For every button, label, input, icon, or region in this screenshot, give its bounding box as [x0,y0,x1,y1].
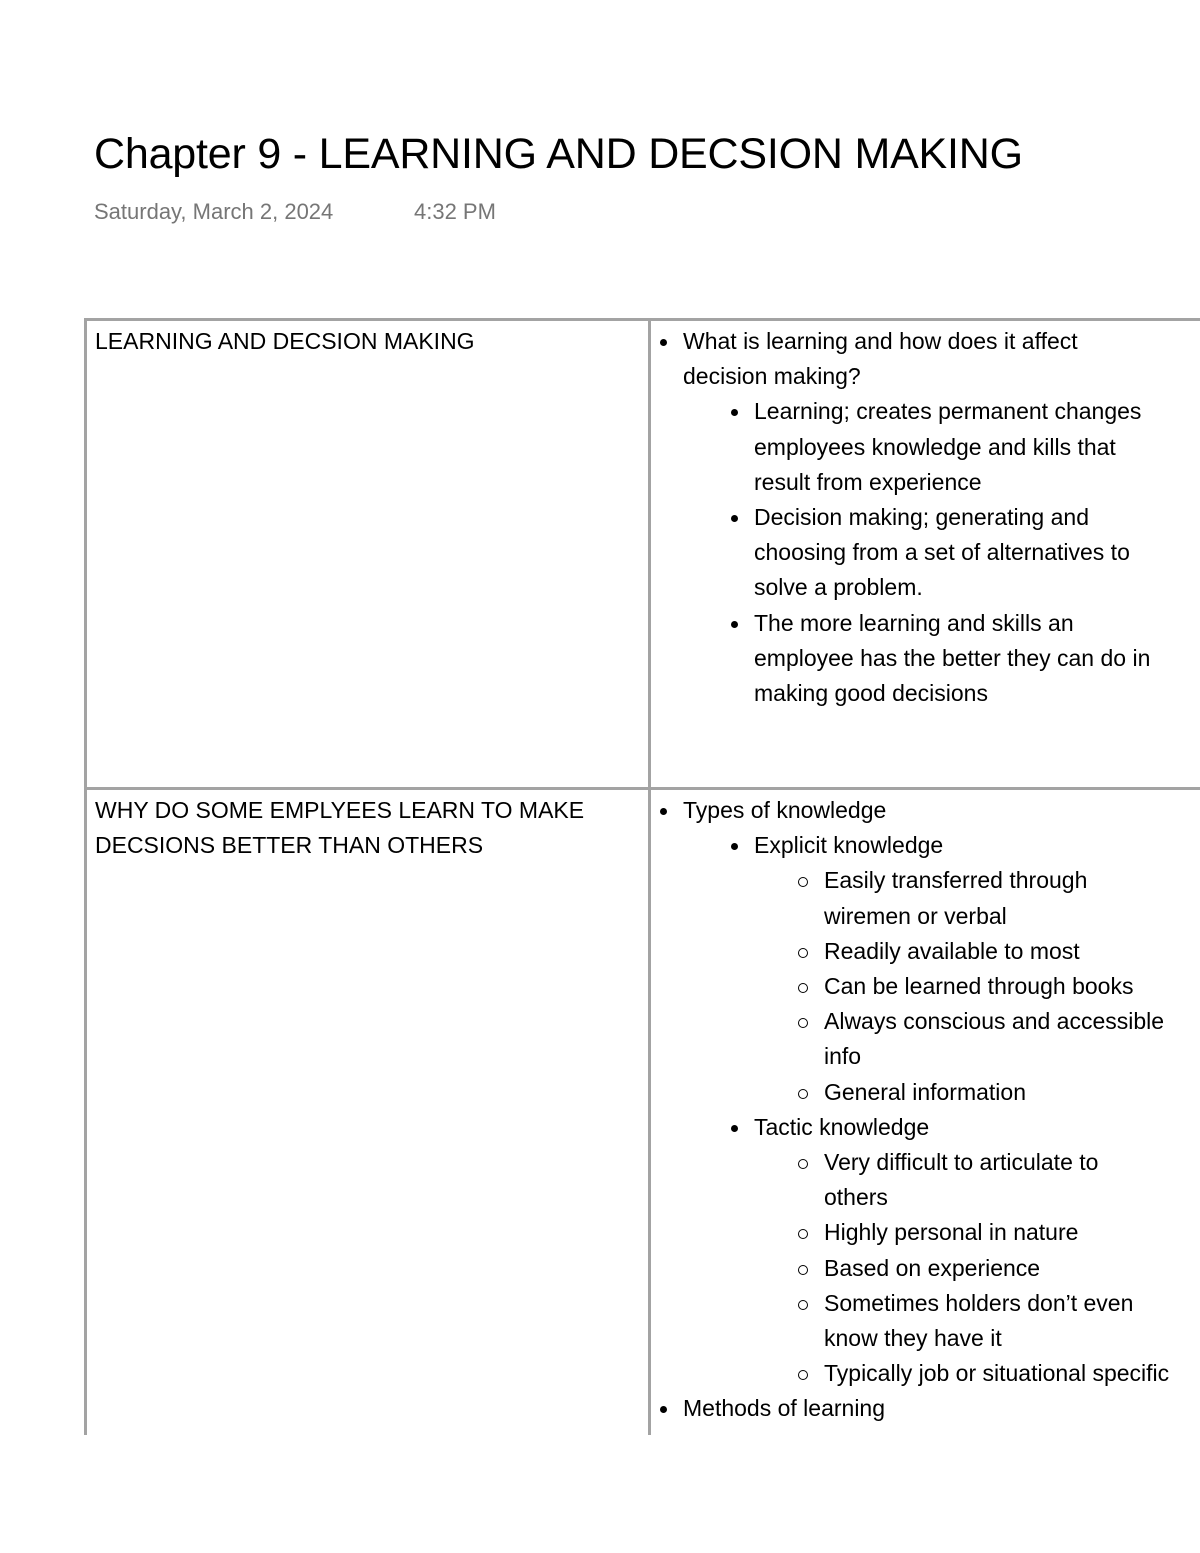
bullet-icon [731,515,738,522]
hollow-bullet-icon [798,948,808,958]
hollow-bullet-icon [798,1159,808,1169]
bullet-icon [660,339,667,346]
bullet-icon [731,621,738,628]
bullet-text-level-1: Types of knowledge [683,797,887,823]
hollow-bullet-icon [798,1265,808,1275]
notes-table [84,318,1200,1435]
bullet-icon [731,409,738,416]
bullet-text-level-2: making good decisions [754,680,988,706]
bullet-text-level-2: choosing from a set of alternatives to [754,539,1130,566]
hollow-bullet-icon [798,1018,808,1028]
row-heading-line: DECSIONS BETTER THAN OTHERS [95,832,484,859]
page-time: 4:32 PM [414,199,496,224]
hollow-bullet-icon [798,983,808,993]
bullet-text-level-2: employees knowledge and kills that [754,433,1116,460]
bullet-text-level-3: know they have it [824,1325,1002,1351]
bullet-text-level-3: Sometimes holders don’t even [824,1289,1134,1316]
bullet-icon [660,808,667,815]
bullet-text-level-2: result from experience [754,468,982,495]
bullet-text-level-3: Highly personal in nature [824,1219,1079,1246]
bullet-text-level-3: wiremen or verbal [824,902,1007,929]
bullet-icon [731,843,738,850]
bullet-text-level-2: Explicit knowledge [754,832,944,859]
table-row [84,787,1200,1435]
bullet-text-level-2: Decision making; generating and [754,504,1089,530]
hollow-bullet-icon [798,1300,808,1310]
hollow-bullet-icon [798,1229,808,1239]
bullet-text-level-3: Can be learned through books [824,973,1134,999]
bullet-text-level-3: Based on experience [824,1254,1041,1281]
bullet-text-level-1: What is learning and how does it affect [683,328,1078,354]
table-row [84,318,1200,787]
bullet-text-level-3: Easily transferred through [824,867,1088,894]
bullet-text-level-2: Tactic knowledge [754,1113,930,1140]
bullet-text-level-3: Very difficult to articulate to [824,1149,1099,1175]
page-title: Chapter 9 - LEARNING AND DECSION MAKING [94,130,1023,178]
bullet-text-level-3: Readily available to most [824,937,1080,964]
bullet-icon [660,1406,667,1413]
bullet-text-level-3: General information [824,1078,1026,1105]
hollow-bullet-icon [798,1370,808,1380]
page-date: Saturday, March 2, 2024 [94,199,334,224]
bullet-text-level-3: Typically job or situational specific [824,1360,1170,1387]
bullet-text-level-3: Always conscious and accessible [824,1008,1165,1035]
bullet-text-level-1: Methods of learning [683,1395,886,1422]
bullet-icon [731,1125,738,1132]
bullet-text-level-3: others [824,1184,888,1211]
row-heading-line: WHY DO SOME EMPLYEES LEARN TO MAKE [95,797,585,823]
page-meta [94,199,496,225]
hollow-bullet-icon [798,877,808,887]
bullet-text-level-1: decision making? [683,363,861,390]
bullet-text-level-2: solve a problem. [754,574,923,601]
bullet-text-level-2: Learning; creates permanent changes [754,398,1142,425]
bullet-text-level-3: info [824,1043,862,1070]
bullet-text-level-2: employee has the better they can do in [754,644,1151,671]
hollow-bullet-icon [798,1089,808,1099]
row-heading-line: LEARNING AND DECSION MAKING [95,328,475,354]
bullet-text-level-2: The more learning and skills an [754,609,1074,636]
